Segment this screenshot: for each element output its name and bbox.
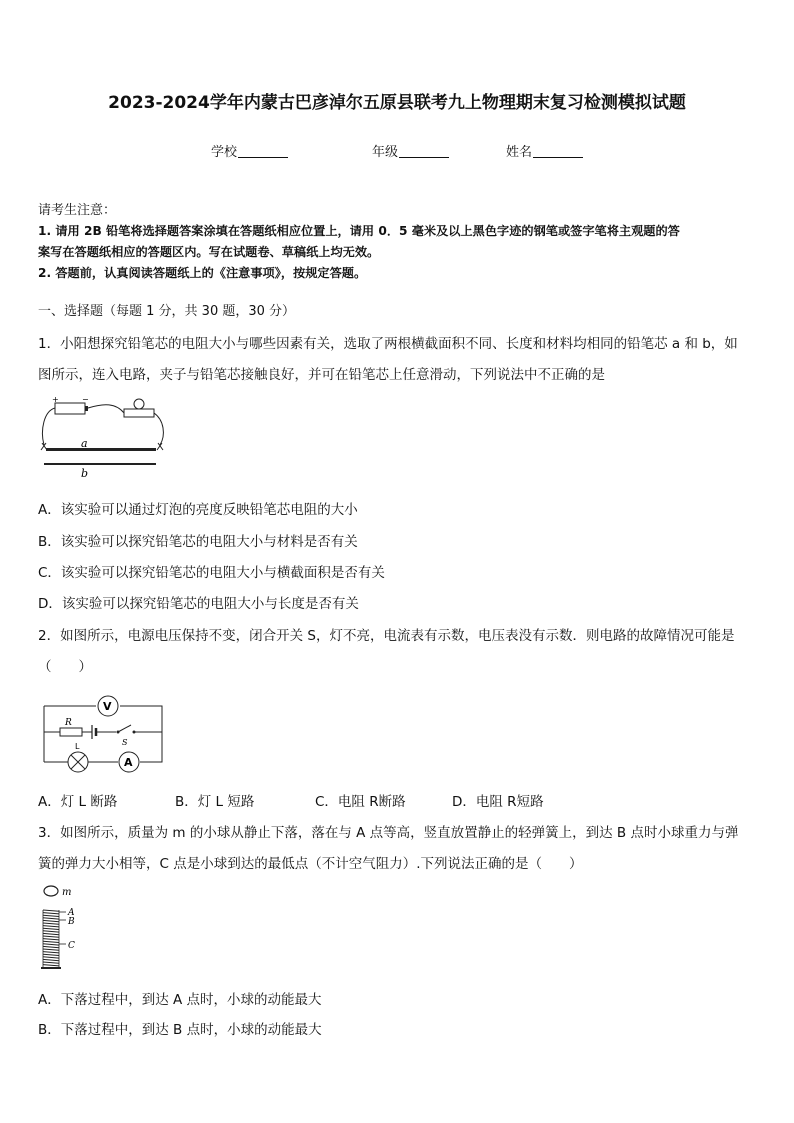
notice-heading: 请考生注意：	[38, 203, 117, 218]
q2-stem-line1: 2．如图所示，电源电压保持不变，闭合开关 S，灯不亮，电流表有示数，电压表没有示数．则电路的故障情况可能是	[38, 628, 735, 644]
switch-label: S	[122, 738, 128, 747]
page-title: 2023-2024学年内蒙古巴彦淖尔五原县联考九上物理期末复习检测模拟试题	[108, 93, 686, 113]
q3-spring-figure	[38, 882, 98, 974]
pencil-lead-a	[46, 448, 156, 451]
q1-stem-line2: 图所示，连入电路，夹子与铅笔芯接触良好，并可在铅笔芯上任意滑动，下列说法中不正确的是	[38, 367, 605, 383]
point-b-label: B	[68, 917, 75, 927]
switch-icon	[118, 725, 131, 732]
q2-stem-line2: （ ）	[38, 659, 92, 675]
q2-circuit-figure	[38, 692, 168, 782]
q3-option-b[interactable]: B．下落过程中，到达 B 点时，小球的动能最大	[38, 1022, 322, 1038]
school-label: 学校	[211, 145, 238, 160]
q2-option-b[interactable]: B．灯 L 短路	[175, 794, 255, 810]
q1-circuit-figure	[38, 395, 168, 485]
resistor-icon	[60, 728, 82, 736]
school-field[interactable]	[211, 141, 288, 160]
pencil-lead-b	[44, 463, 156, 465]
notice-item1-line2: 案写在答题纸相应的答题区内。写在试题卷、草稿纸上均无效。	[38, 245, 380, 259]
q1-stem-line1: 1．小阳想探究铅笔芯的电阻大小与哪些因素有关，选取了两根横截面积不同、长度和材料均相同的铅笔芯 a 和 b，如	[38, 336, 738, 352]
q3-stem-line1: 3．如图所示，质量为 m 的小球从静止下落，落在与 A 点等高，竖直放置静止的轻弹簧上，到达 B 点时小球重力与弹	[38, 825, 739, 841]
voltmeter-label: V	[103, 700, 112, 713]
q2-option-d[interactable]: D．电阻 R短路	[452, 794, 544, 810]
point-a-label: A	[68, 908, 75, 918]
lamp-label: L	[75, 742, 80, 751]
notice-item1-line1: 1. 请用 2B 铅笔将选择题答案涂填在答题纸相应位置上，请用 0．5 毫米及以上黑色字迹的钢笔或签字笔将主观题的答	[38, 224, 680, 238]
ammeter-label: A	[124, 756, 133, 769]
q1-option-d[interactable]: D．该实验可以探究铅笔芯的电阻大小与长度是否有关	[38, 596, 359, 612]
spring-icon	[43, 910, 59, 967]
q3-option-a[interactable]: A．下落过程中，到达 A 点时，小球的动能最大	[38, 992, 322, 1008]
battery-plus-label: +	[52, 395, 59, 404]
ball-label: m	[62, 887, 72, 898]
grade-label: 年级	[372, 145, 399, 160]
resistor-label: R	[65, 718, 72, 728]
grade-field[interactable]	[372, 141, 449, 160]
grade-blank[interactable]	[399, 145, 449, 158]
ball-icon	[44, 886, 58, 896]
q1-option-c[interactable]: C．该实验可以探究铅笔芯的电阻大小与横截面积是否有关	[38, 565, 385, 581]
q1-option-a[interactable]: A．该实验可以通过灯泡的亮度反映铅笔芯电阻的大小	[38, 502, 358, 518]
point-c-label: C	[68, 941, 75, 951]
notice-item2: 2. 答题前，认真阅读答题纸上的《注意事项》，按规定答题。	[38, 266, 367, 280]
q1-option-b[interactable]: B．该实验可以探究铅笔芯的电阻大小与材料是否有关	[38, 534, 358, 550]
ground-line	[41, 967, 61, 969]
battery-minus-label: −	[82, 395, 89, 404]
school-blank[interactable]	[238, 145, 288, 158]
q2-option-a[interactable]: A．灯 L 断路	[38, 794, 118, 810]
q3-stem-line2: 簧的弹力大小相等，C 点是小球到达的最低点（不计空气阻力）.下列说法正确的是（ ）	[38, 856, 583, 872]
lead-b-label: b	[81, 467, 89, 480]
lamp-bulb-icon	[134, 399, 144, 409]
name-label: 姓名	[506, 145, 533, 160]
section-heading: 一、选择题（每题 1 分，共 30 题，30 分）	[38, 304, 296, 319]
q2-option-c[interactable]: C．电阻 R断路	[315, 794, 406, 810]
lamp-base-icon	[124, 409, 154, 417]
battery-icon	[55, 403, 85, 414]
name-blank[interactable]	[533, 145, 583, 158]
lead-a-label: a	[81, 437, 88, 450]
name-field[interactable]	[506, 141, 583, 160]
